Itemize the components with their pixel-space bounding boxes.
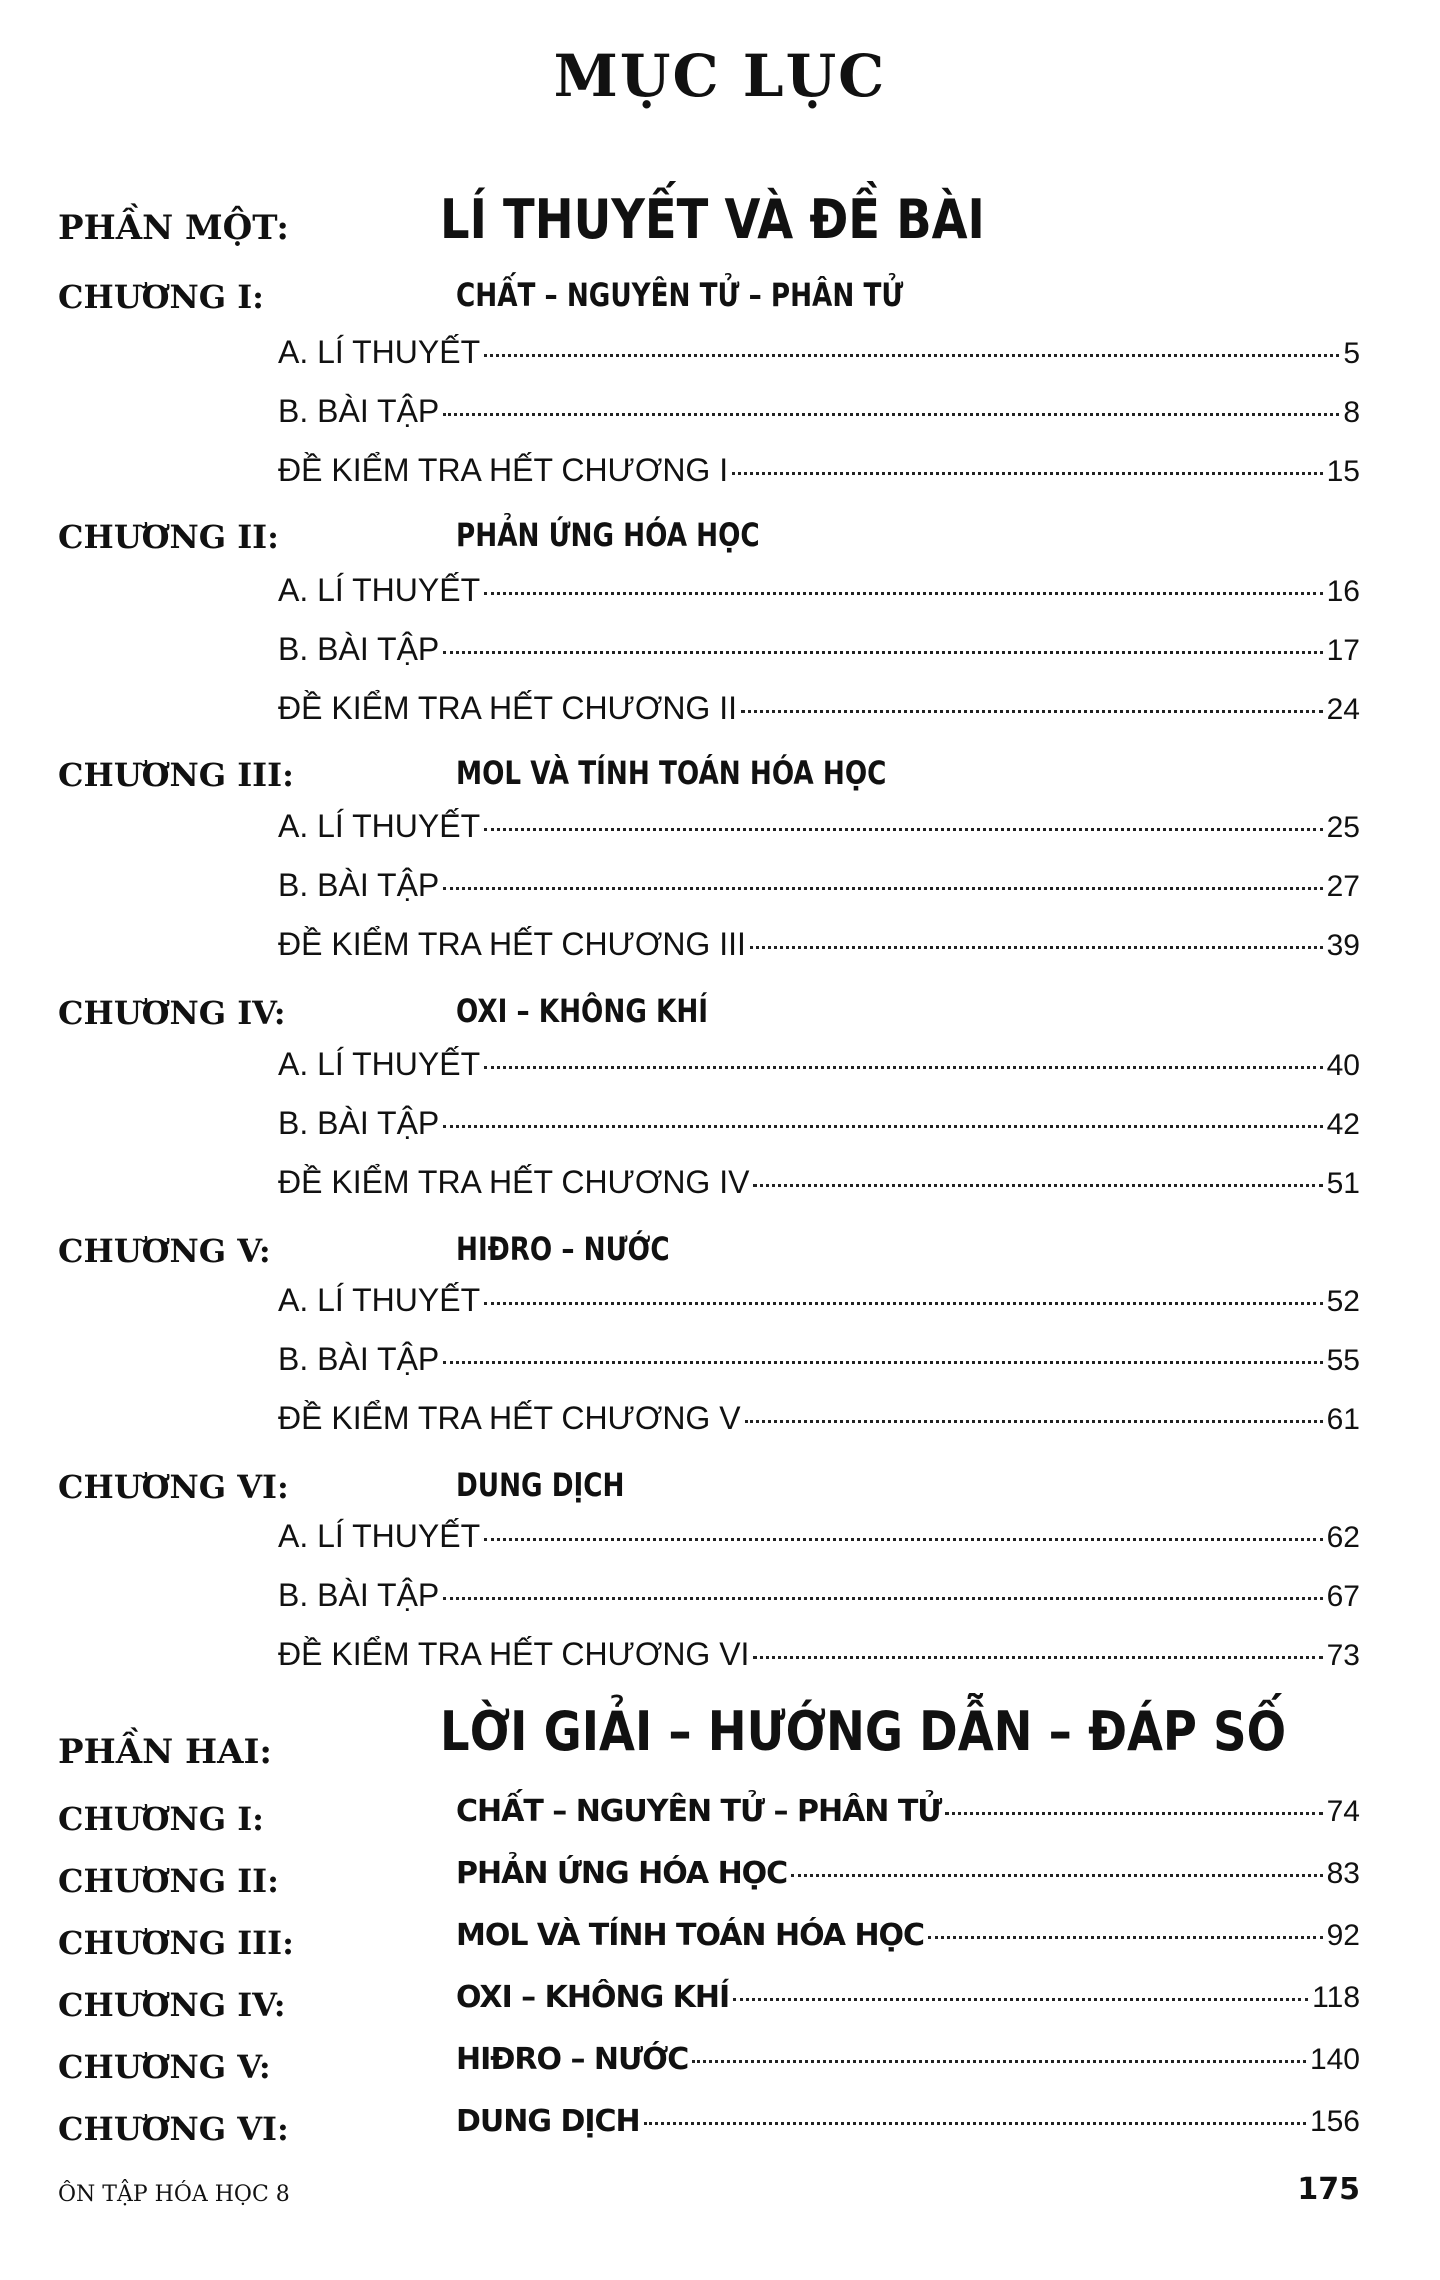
toc-entry[interactable]: [456, 2042, 1360, 2077]
toc-entry-page: 73: [1326, 1639, 1360, 1672]
dot-leader: [484, 1538, 1323, 1541]
toc-entry[interactable]: [456, 1856, 1360, 1891]
p2-chapter-label: CHƯƠNG III:: [58, 1924, 294, 1962]
toc-entry-label: B. BÀI TẬP: [278, 631, 440, 667]
p2-chapter-label: CHƯƠNG I:: [58, 1800, 264, 1838]
toc-entry-page: 17: [1326, 634, 1360, 667]
dot-leader: [753, 1184, 1322, 1187]
toc-entry-page: 15: [1326, 455, 1360, 488]
p1-chapter-title: DUNG DỊCH: [456, 1466, 625, 1504]
toc-entry[interactable]: [456, 1794, 1360, 1829]
toc-entry[interactable]: [278, 1577, 1360, 1614]
toc-entry[interactable]: [456, 2104, 1360, 2139]
toc-entry[interactable]: [278, 334, 1360, 371]
toc-entry[interactable]: [278, 1105, 1360, 1142]
toc-entry-label: CHẤT – NGUYÊN TỬ – PHÂN TỬ: [456, 1794, 942, 1829]
toc-entry-page: 118: [1312, 1981, 1360, 2014]
toc-entry-label: ĐỀ KIỂM TRA HẾT CHƯƠNG II: [278, 690, 737, 726]
part2-title: LỜI GIẢI – HƯỚNG DẪN – ĐÁP SỐ: [440, 1700, 1287, 1763]
p1-chapter-label: CHƯƠNG VI:: [58, 1468, 289, 1506]
part1-label: PHẦN MỘT:: [58, 208, 289, 248]
toc-entry-label: OXI – KHÔNG KHÍ: [456, 1980, 730, 2015]
toc-entry-label: A. LÍ THUYẾT: [278, 808, 481, 844]
footer-book-title: ÔN TẬP HÓA HỌC 8: [58, 2182, 290, 2207]
toc-entry[interactable]: [278, 1400, 1360, 1437]
dot-leader: [484, 592, 1323, 595]
p1-chapter-label: CHƯƠNG V:: [58, 1232, 271, 1270]
toc-entry-label: A. LÍ THUYẾT: [278, 1518, 481, 1554]
dot-leader: [753, 1656, 1322, 1659]
p2-chapter-label: CHƯƠNG II:: [58, 1862, 279, 1900]
toc-entry-page: 24: [1326, 693, 1360, 726]
toc-entry-page: 5: [1343, 337, 1360, 370]
toc-entry-page: 92: [1326, 1919, 1360, 1952]
toc-entry-label: B. BÀI TẬP: [278, 1577, 440, 1613]
toc-entry-label: B. BÀI TẬP: [278, 1105, 440, 1141]
toc-entry[interactable]: [456, 1918, 1360, 1953]
toc-entry-label: A. LÍ THUYẾT: [278, 1046, 481, 1082]
toc-entry-page: 52: [1326, 1285, 1360, 1318]
p1-chapter-title: PHẢN ỨNG HÓA HỌC: [456, 516, 760, 554]
toc-entry[interactable]: [278, 1164, 1360, 1201]
dot-leader: [484, 1302, 1323, 1305]
dot-leader: [791, 1874, 1322, 1877]
p1-chapter-label: CHƯƠNG II:: [58, 518, 279, 556]
p2-chapter-label: CHƯƠNG V:: [58, 2048, 271, 2086]
toc-entry-label: MOL VÀ TÍNH TOÁN HÓA HỌC: [456, 1918, 925, 1953]
toc-entry-page: 27: [1326, 870, 1360, 903]
toc-entry[interactable]: [278, 452, 1360, 489]
dot-leader: [443, 887, 1322, 890]
toc-entry-label: A. LÍ THUYẾT: [278, 572, 481, 608]
dot-leader: [443, 413, 1339, 416]
toc-entry-page: 55: [1326, 1344, 1360, 1377]
toc-entry-page: 16: [1326, 575, 1360, 608]
dot-leader: [692, 2060, 1306, 2063]
toc-entry-label: A. LÍ THUYẾT: [278, 1282, 481, 1318]
dot-leader: [443, 1361, 1322, 1364]
toc-entry-page: 74: [1326, 1795, 1360, 1828]
p1-chapter-label: CHƯƠNG I:: [58, 278, 264, 316]
toc-entry-label: HIĐRO – NƯỚC: [456, 2042, 689, 2077]
dot-leader: [443, 651, 1322, 654]
dot-leader: [443, 1597, 1322, 1600]
toc-entry-label: A. LÍ THUYẾT: [278, 334, 481, 370]
page-title: MỤC LỤC: [553, 42, 887, 110]
toc-entry[interactable]: [278, 572, 1360, 609]
toc-entry[interactable]: [278, 1341, 1360, 1378]
page-number: 175: [1297, 2172, 1360, 2207]
toc-entry-label: B. BÀI TẬP: [278, 1341, 440, 1377]
toc-entry-page: 25: [1326, 811, 1360, 844]
toc-entry[interactable]: [278, 1518, 1360, 1555]
dot-leader: [484, 354, 1339, 357]
toc-entry-label: ĐỀ KIỂM TRA HẾT CHƯƠNG V: [278, 1400, 741, 1436]
dot-leader: [945, 1812, 1322, 1815]
dot-leader: [484, 1066, 1323, 1069]
toc-entry[interactable]: [278, 1282, 1360, 1319]
toc-entry[interactable]: [456, 1980, 1360, 2015]
toc-entry[interactable]: [278, 690, 1360, 727]
toc-entry-page: 42: [1326, 1108, 1360, 1141]
p2-chapter-label: CHƯƠNG IV:: [58, 1986, 286, 2024]
dot-leader: [443, 1125, 1322, 1128]
dot-leader: [733, 1998, 1308, 2001]
dot-leader: [484, 828, 1323, 831]
dot-leader: [644, 2122, 1306, 2125]
toc-entry-label: DUNG DỊCH: [456, 2104, 640, 2139]
toc-entry-page: 156: [1309, 2105, 1360, 2138]
toc-entry-label: B. BÀI TẬP: [278, 393, 440, 429]
p1-chapter-label: CHƯƠNG IV:: [58, 994, 286, 1032]
dot-leader: [928, 1936, 1323, 1939]
toc-entry-page: 67: [1326, 1580, 1360, 1613]
toc-entry-label: ĐỀ KIỂM TRA HẾT CHƯƠNG IV: [278, 1164, 750, 1200]
toc-entry[interactable]: [278, 926, 1360, 963]
toc-entry-page: 40: [1326, 1049, 1360, 1082]
toc-entry-page: 83: [1326, 1857, 1360, 1890]
dot-leader: [750, 946, 1323, 949]
toc-entry-page: 8: [1343, 396, 1360, 429]
toc-entry-page: 39: [1326, 929, 1360, 962]
toc-entry-page: 61: [1326, 1403, 1360, 1436]
toc-entry[interactable]: [278, 1636, 1360, 1673]
toc-entry[interactable]: [278, 808, 1360, 845]
part1-title: LÍ THUYẾT VÀ ĐỀ BÀI: [440, 188, 985, 251]
dot-leader: [741, 710, 1323, 713]
p1-chapter-title: MOL VÀ TÍNH TOÁN HÓA HỌC: [456, 754, 887, 792]
p2-chapter-label: CHƯƠNG VI:: [58, 2110, 289, 2148]
toc-entry[interactable]: [278, 631, 1360, 668]
toc-entry[interactable]: [278, 393, 1360, 430]
p1-chapter-title: HIĐRO – NƯỚC: [456, 1230, 670, 1268]
dot-leader: [732, 472, 1323, 475]
toc-entry-label: ĐỀ KIỂM TRA HẾT CHƯƠNG I: [278, 452, 729, 488]
toc-entry-label: B. BÀI TẬP: [278, 867, 440, 903]
toc-entry-label: ĐỀ KIỂM TRA HẾT CHƯƠNG VI: [278, 1636, 750, 1672]
toc-entry[interactable]: [278, 1046, 1360, 1083]
p1-chapter-title: CHẤT – NGUYÊN TỬ – PHÂN TỬ: [456, 276, 904, 314]
toc-entry-page: 140: [1309, 2043, 1360, 2076]
p1-chapter-title: OXI – KHÔNG KHÍ: [456, 992, 709, 1030]
p1-chapter-label: CHƯƠNG III:: [58, 756, 294, 794]
toc-entry-label: ĐỀ KIỂM TRA HẾT CHƯƠNG III: [278, 926, 746, 962]
toc-entry[interactable]: [278, 867, 1360, 904]
dot-leader: [745, 1420, 1323, 1423]
toc-entry-page: 51: [1326, 1167, 1360, 1200]
toc-entry-label: PHẢN ỨNG HÓA HỌC: [456, 1856, 788, 1891]
part2-label: PHẦN HAI:: [58, 1732, 272, 1772]
toc-entry-page: 62: [1326, 1521, 1360, 1554]
